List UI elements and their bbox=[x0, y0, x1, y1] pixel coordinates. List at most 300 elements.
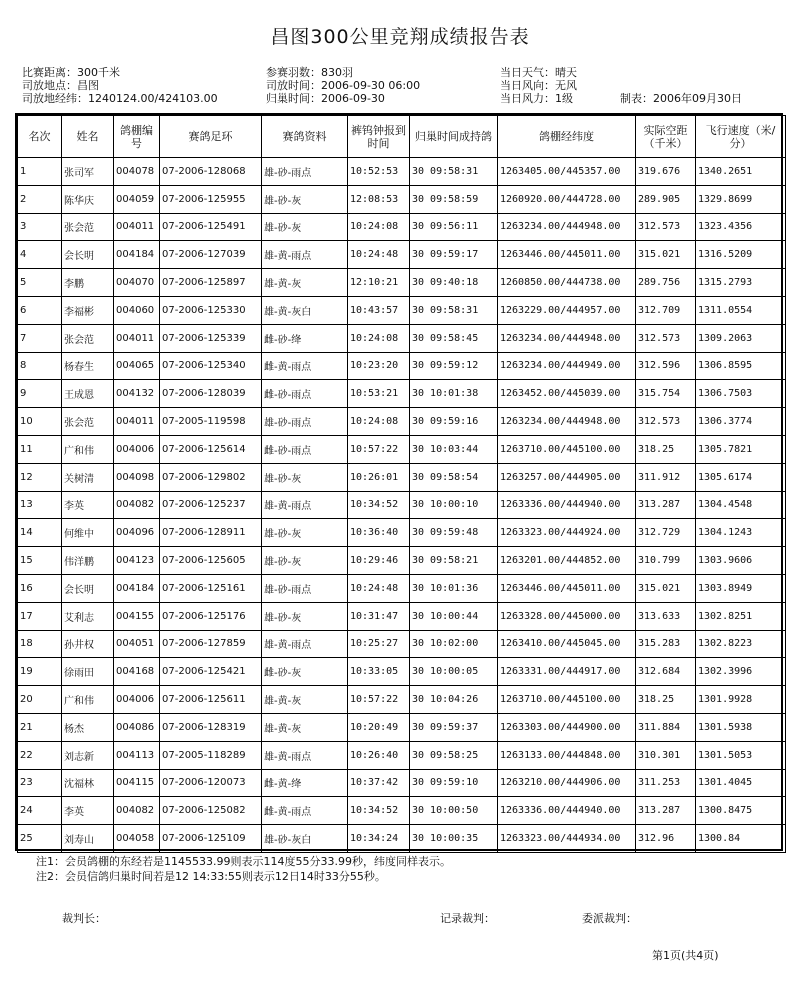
cell-coordinates: 1260850.00/444738.00 bbox=[498, 269, 636, 297]
cell-loft-id: 004123 bbox=[114, 547, 160, 575]
cell-ring: 07-2006-125605 bbox=[160, 547, 262, 575]
cell-arrival-time: 30 09:56:11 bbox=[410, 213, 498, 241]
cell-arrival-time: 30 09:58:31 bbox=[410, 296, 498, 324]
note-1: 注1：会员鸽棚的东经若是1145533.99则表示114度55分33.99秒，纬度同样表示。 bbox=[36, 855, 451, 868]
cell-arrival-time: 30 10:02:00 bbox=[410, 630, 498, 658]
cell-rank: 16 bbox=[18, 574, 62, 602]
cell-coordinates: 1263210.00/444906.00 bbox=[498, 769, 636, 797]
header-clock-time: 裤钨钟报到时间 bbox=[348, 116, 410, 158]
report-title: 昌图300公里竞翔成绩报告表 bbox=[270, 26, 530, 48]
cell-distance: 318.25 bbox=[636, 686, 696, 714]
table-row bbox=[18, 491, 786, 519]
cell-arrival-time: 30 09:59:12 bbox=[410, 352, 498, 380]
cell-clock-time: 10:37:42 bbox=[348, 769, 410, 797]
cell-bird-info: 雄-砂-灰 bbox=[262, 602, 348, 630]
cell-rank: 5 bbox=[18, 269, 62, 297]
header-distance: 实际空距（千米） bbox=[636, 116, 696, 158]
cell-speed: 1301.4045 bbox=[696, 769, 786, 797]
cell-rank: 25 bbox=[18, 825, 62, 853]
cell-distance: 312.573 bbox=[636, 408, 696, 436]
cell-clock-time: 10:24:08 bbox=[348, 408, 410, 436]
cell-ring: 07-2006-125955 bbox=[160, 185, 262, 213]
cell-rank: 1 bbox=[18, 158, 62, 186]
table-row bbox=[18, 324, 786, 352]
cell-distance: 313.633 bbox=[636, 602, 696, 630]
cell-arrival-time: 30 09:58:31 bbox=[410, 158, 498, 186]
cell-name: 李英 bbox=[62, 797, 114, 825]
cell-rank: 8 bbox=[18, 352, 62, 380]
cell-loft-id: 004006 bbox=[114, 686, 160, 714]
cell-arrival-time: 30 10:03:44 bbox=[410, 435, 498, 463]
cell-name: 李英 bbox=[62, 491, 114, 519]
appointed-judge-label: 委派裁判： bbox=[582, 912, 637, 925]
cell-rank: 20 bbox=[18, 686, 62, 714]
cell-coordinates: 1263234.00/444948.00 bbox=[498, 408, 636, 436]
cell-clock-time: 10:26:40 bbox=[348, 741, 410, 769]
cell-rank: 18 bbox=[18, 630, 62, 658]
release-coordinates: 司放地经纬：1240124.00/424103.00 bbox=[22, 92, 218, 105]
cell-speed: 1315.2793 bbox=[696, 269, 786, 297]
cell-ring: 07-2006-125082 bbox=[160, 797, 262, 825]
cell-clock-time: 12:08:53 bbox=[348, 185, 410, 213]
race-distance: 比赛距离：300千米 bbox=[22, 66, 120, 79]
notes bbox=[36, 854, 451, 884]
cell-rank: 19 bbox=[18, 658, 62, 686]
table-row bbox=[18, 769, 786, 797]
info-block-race bbox=[22, 66, 218, 105]
cell-loft-id: 004096 bbox=[114, 519, 160, 547]
cell-distance: 318.25 bbox=[636, 435, 696, 463]
cell-distance: 312.596 bbox=[636, 352, 696, 380]
cell-rank: 7 bbox=[18, 324, 62, 352]
cell-bird-info: 雄-黄-灰 bbox=[262, 713, 348, 741]
note-2: 注2：会员信鸽归巢时间若是12 14:33:55则表示12日14时33分55秒。 bbox=[36, 870, 386, 883]
cell-ring: 07-2005-118289 bbox=[160, 741, 262, 769]
cell-arrival-time: 30 10:01:38 bbox=[410, 380, 498, 408]
cell-rank: 2 bbox=[18, 185, 62, 213]
cell-rank: 15 bbox=[18, 547, 62, 575]
cell-speed: 1301.5938 bbox=[696, 713, 786, 741]
cell-arrival-time: 30 10:00:35 bbox=[410, 825, 498, 853]
cell-distance: 319.676 bbox=[636, 158, 696, 186]
cell-speed: 1309.2063 bbox=[696, 324, 786, 352]
cell-bird-info: 雄-砂-灰 bbox=[262, 547, 348, 575]
cell-distance: 289.905 bbox=[636, 185, 696, 213]
cell-ring: 07-2006-125237 bbox=[160, 491, 262, 519]
table-row bbox=[18, 713, 786, 741]
release-location: 司放地点：昌图 bbox=[22, 79, 99, 92]
wind-force: 当日风力：1级 bbox=[500, 92, 573, 105]
cell-name: 孙井权 bbox=[62, 630, 114, 658]
cell-clock-time: 10:23:20 bbox=[348, 352, 410, 380]
cell-speed: 1329.8699 bbox=[696, 185, 786, 213]
cell-rank: 4 bbox=[18, 241, 62, 269]
cell-name: 陈华庆 bbox=[62, 185, 114, 213]
cell-arrival-time: 30 09:58:45 bbox=[410, 324, 498, 352]
cell-loft-id: 004098 bbox=[114, 463, 160, 491]
cell-loft-id: 004132 bbox=[114, 380, 160, 408]
cell-rank: 23 bbox=[18, 769, 62, 797]
cell-bird-info: 雌-砂-雨点 bbox=[262, 435, 348, 463]
cell-clock-time: 10:52:53 bbox=[348, 158, 410, 186]
cell-distance: 310.301 bbox=[636, 741, 696, 769]
cell-loft-id: 004011 bbox=[114, 213, 160, 241]
cell-coordinates: 1263323.00/444934.00 bbox=[498, 825, 636, 853]
cell-name: 张会范 bbox=[62, 408, 114, 436]
cell-distance: 313.287 bbox=[636, 491, 696, 519]
cell-bird-info: 雄-黄-雨点 bbox=[262, 630, 348, 658]
cell-speed: 1301.9928 bbox=[696, 686, 786, 714]
cell-bird-info: 雄-黄-灰 bbox=[262, 686, 348, 714]
cell-clock-time: 10:57:22 bbox=[348, 686, 410, 714]
cell-arrival-time: 30 09:58:25 bbox=[410, 741, 498, 769]
cell-rank: 12 bbox=[18, 463, 62, 491]
weather: 当日天气：晴天 bbox=[500, 66, 577, 79]
cell-bird-info: 雄-砂-雨点 bbox=[262, 408, 348, 436]
cell-coordinates: 1263405.00/445357.00 bbox=[498, 158, 636, 186]
results-table bbox=[15, 113, 783, 851]
cell-bird-info: 雄-砂-灰 bbox=[262, 185, 348, 213]
cell-bird-info: 雌-砂-雨点 bbox=[262, 380, 348, 408]
cell-name: 会长明 bbox=[62, 574, 114, 602]
table-row bbox=[18, 686, 786, 714]
cell-arrival-time: 30 10:00:44 bbox=[410, 602, 498, 630]
cell-distance: 312.96 bbox=[636, 825, 696, 853]
table-row bbox=[18, 158, 786, 186]
cell-clock-time: 10:34:52 bbox=[348, 491, 410, 519]
cell-loft-id: 004113 bbox=[114, 741, 160, 769]
cell-coordinates: 1263328.00/445000.00 bbox=[498, 602, 636, 630]
table-row bbox=[18, 185, 786, 213]
cell-bird-info: 雌-黄-雨点 bbox=[262, 797, 348, 825]
cell-name: 杨春生 bbox=[62, 352, 114, 380]
table-row bbox=[18, 797, 786, 825]
header-bird-info: 赛鸽资料 bbox=[262, 116, 348, 158]
cell-name: 广和伟 bbox=[62, 686, 114, 714]
cell-ring: 07-2006-129802 bbox=[160, 463, 262, 491]
cell-name: 李福彬 bbox=[62, 296, 114, 324]
cell-speed: 1305.7821 bbox=[696, 435, 786, 463]
header-coordinates: 鸽棚经纬度 bbox=[498, 116, 636, 158]
cell-name: 关树清 bbox=[62, 463, 114, 491]
cell-rank: 24 bbox=[18, 797, 62, 825]
cell-clock-time: 10:24:08 bbox=[348, 213, 410, 241]
cell-coordinates: 1263336.00/444940.00 bbox=[498, 797, 636, 825]
cell-distance: 312.573 bbox=[636, 213, 696, 241]
header-speed: 飞行速度（米/分） bbox=[696, 116, 786, 158]
cell-clock-time: 10:31:47 bbox=[348, 602, 410, 630]
cell-bird-info: 雄-砂-雨点 bbox=[262, 574, 348, 602]
cell-speed: 1304.1243 bbox=[696, 519, 786, 547]
cell-loft-id: 004168 bbox=[114, 658, 160, 686]
cell-name: 艾利志 bbox=[62, 602, 114, 630]
wind-direction: 当日风向：无风 bbox=[500, 79, 577, 92]
cell-arrival-time: 30 10:04:26 bbox=[410, 686, 498, 714]
cell-loft-id: 004155 bbox=[114, 602, 160, 630]
header-ring: 赛鸽足环 bbox=[160, 116, 262, 158]
cell-name: 沈福林 bbox=[62, 769, 114, 797]
cell-coordinates: 1263331.00/444917.00 bbox=[498, 658, 636, 686]
cell-speed: 1305.6174 bbox=[696, 463, 786, 491]
cell-clock-time: 10:34:24 bbox=[348, 825, 410, 853]
table-row bbox=[18, 269, 786, 297]
info-block-weather bbox=[500, 66, 577, 105]
cell-loft-id: 004011 bbox=[114, 408, 160, 436]
cell-distance: 312.573 bbox=[636, 324, 696, 352]
cell-speed: 1306.7503 bbox=[696, 380, 786, 408]
cell-ring: 07-2006-125176 bbox=[160, 602, 262, 630]
cell-name: 刘志新 bbox=[62, 741, 114, 769]
cell-name: 张司军 bbox=[62, 158, 114, 186]
table-row bbox=[18, 463, 786, 491]
cell-coordinates: 1263336.00/444940.00 bbox=[498, 491, 636, 519]
cell-rank: 21 bbox=[18, 713, 62, 741]
table-row bbox=[18, 519, 786, 547]
cell-name: 广和伟 bbox=[62, 435, 114, 463]
cell-coordinates: 1263133.00/444848.00 bbox=[498, 741, 636, 769]
cell-clock-time: 10:43:57 bbox=[348, 296, 410, 324]
cell-ring: 07-2006-128068 bbox=[160, 158, 262, 186]
cell-arrival-time: 30 09:59:16 bbox=[410, 408, 498, 436]
cell-rank: 9 bbox=[18, 380, 62, 408]
cell-coordinates: 1263303.00/444900.00 bbox=[498, 713, 636, 741]
table-row bbox=[18, 380, 786, 408]
cell-rank: 3 bbox=[18, 213, 62, 241]
cell-bird-info: 雄-黄-灰白 bbox=[262, 296, 348, 324]
cell-clock-time: 10:24:48 bbox=[348, 574, 410, 602]
cell-arrival-time: 30 09:59:37 bbox=[410, 713, 498, 741]
cell-arrival-time: 30 09:58:59 bbox=[410, 185, 498, 213]
cell-loft-id: 004070 bbox=[114, 269, 160, 297]
cell-speed: 1323.4356 bbox=[696, 213, 786, 241]
cell-loft-id: 004082 bbox=[114, 491, 160, 519]
cell-coordinates: 1263710.00/445100.00 bbox=[498, 435, 636, 463]
cell-clock-time: 10:20:49 bbox=[348, 713, 410, 741]
cell-coordinates: 1263446.00/445011.00 bbox=[498, 241, 636, 269]
cell-speed: 1300.8475 bbox=[696, 797, 786, 825]
table-header-row bbox=[18, 116, 786, 158]
cell-speed: 1302.8251 bbox=[696, 602, 786, 630]
cell-loft-id: 004051 bbox=[114, 630, 160, 658]
cell-name: 王成恩 bbox=[62, 380, 114, 408]
cell-loft-id: 004082 bbox=[114, 797, 160, 825]
cell-clock-time: 10:33:05 bbox=[348, 658, 410, 686]
cell-clock-time: 10:53:21 bbox=[348, 380, 410, 408]
header-arrival-time: 归巢时间成持鸽 bbox=[410, 116, 498, 158]
cell-bird-info: 雌-砂-灰 bbox=[262, 658, 348, 686]
cell-loft-id: 004184 bbox=[114, 574, 160, 602]
cell-loft-id: 004006 bbox=[114, 435, 160, 463]
cell-rank: 14 bbox=[18, 519, 62, 547]
table-row bbox=[18, 241, 786, 269]
table-row bbox=[18, 825, 786, 853]
cell-coordinates: 1263710.00/445100.00 bbox=[498, 686, 636, 714]
header-loft-id: 鸽棚编号 bbox=[114, 116, 160, 158]
cell-arrival-time: 30 09:40:18 bbox=[410, 269, 498, 297]
cell-loft-id: 004059 bbox=[114, 185, 160, 213]
cell-arrival-time: 30 09:58:54 bbox=[410, 463, 498, 491]
cell-coordinates: 1263452.00/445039.00 bbox=[498, 380, 636, 408]
table-row bbox=[18, 213, 786, 241]
cell-ring: 07-2006-125897 bbox=[160, 269, 262, 297]
cell-coordinates: 1263257.00/444905.00 bbox=[498, 463, 636, 491]
cell-arrival-time: 30 09:59:17 bbox=[410, 241, 498, 269]
cell-clock-time: 10:24:08 bbox=[348, 324, 410, 352]
cell-rank: 22 bbox=[18, 741, 62, 769]
cell-speed: 1340.2651 bbox=[696, 158, 786, 186]
cell-ring: 07-2006-125339 bbox=[160, 324, 262, 352]
cell-clock-time: 10:34:52 bbox=[348, 797, 410, 825]
cell-bird-info: 雄-黄-灰 bbox=[262, 269, 348, 297]
cell-name: 张会范 bbox=[62, 324, 114, 352]
cell-speed: 1306.3774 bbox=[696, 408, 786, 436]
cell-ring: 07-2006-127039 bbox=[160, 241, 262, 269]
cell-name: 杨杰 bbox=[62, 713, 114, 741]
cell-loft-id: 004011 bbox=[114, 324, 160, 352]
cell-rank: 11 bbox=[18, 435, 62, 463]
cell-loft-id: 004115 bbox=[114, 769, 160, 797]
cell-bird-info: 雄-黄-雨点 bbox=[262, 491, 348, 519]
cell-distance: 315.754 bbox=[636, 380, 696, 408]
cell-speed: 1300.84 bbox=[696, 825, 786, 853]
cell-distance: 289.756 bbox=[636, 269, 696, 297]
cell-name: 伟洋鹏 bbox=[62, 547, 114, 575]
cell-coordinates: 1263234.00/444949.00 bbox=[498, 352, 636, 380]
cell-distance: 312.709 bbox=[636, 296, 696, 324]
table-row bbox=[18, 741, 786, 769]
cell-distance: 311.884 bbox=[636, 713, 696, 741]
cell-speed: 1311.0554 bbox=[696, 296, 786, 324]
cell-distance: 312.729 bbox=[636, 519, 696, 547]
cell-name: 会长明 bbox=[62, 241, 114, 269]
cell-clock-time: 10:36:40 bbox=[348, 519, 410, 547]
cell-ring: 07-2006-125340 bbox=[160, 352, 262, 380]
table-row bbox=[18, 296, 786, 324]
cell-distance: 315.021 bbox=[636, 241, 696, 269]
cell-clock-time: 10:24:48 bbox=[348, 241, 410, 269]
cell-rank: 6 bbox=[18, 296, 62, 324]
table-row bbox=[18, 574, 786, 602]
chief-judge-label: 裁判长： bbox=[62, 912, 106, 925]
table-row bbox=[18, 435, 786, 463]
cell-coordinates: 1263410.00/445045.00 bbox=[498, 630, 636, 658]
cell-clock-time: 10:26:01 bbox=[348, 463, 410, 491]
table-row bbox=[18, 658, 786, 686]
cell-loft-id: 004086 bbox=[114, 713, 160, 741]
cell-arrival-time: 30 09:59:48 bbox=[410, 519, 498, 547]
cell-arrival-time: 30 09:58:21 bbox=[410, 547, 498, 575]
cell-arrival-time: 30 10:00:10 bbox=[410, 491, 498, 519]
release-time: 司放时间：2006-09-30 06:00 bbox=[266, 79, 421, 92]
cell-bird-info: 雌-砂-绛 bbox=[262, 324, 348, 352]
return-time: 归巢时间：2006-09-30 bbox=[266, 92, 385, 105]
cell-clock-time: 12:10:21 bbox=[348, 269, 410, 297]
cell-rank: 13 bbox=[18, 491, 62, 519]
cell-arrival-time: 30 09:59:10 bbox=[410, 769, 498, 797]
cell-ring: 07-2006-125421 bbox=[160, 658, 262, 686]
cell-clock-time: 10:57:22 bbox=[348, 435, 410, 463]
cell-arrival-time: 30 10:00:05 bbox=[410, 658, 498, 686]
cell-speed: 1302.8223 bbox=[696, 630, 786, 658]
header-name: 姓名 bbox=[62, 116, 114, 158]
cell-speed: 1303.8949 bbox=[696, 574, 786, 602]
cell-bird-info: 雌-黄-雨点 bbox=[262, 352, 348, 380]
cell-name: 张会范 bbox=[62, 213, 114, 241]
cell-distance: 315.021 bbox=[636, 574, 696, 602]
cell-rank: 17 bbox=[18, 602, 62, 630]
cell-speed: 1316.5209 bbox=[696, 241, 786, 269]
cell-coordinates: 1263201.00/444852.00 bbox=[498, 547, 636, 575]
cell-bird-info: 雄-黄-雨点 bbox=[262, 741, 348, 769]
header-rank: 名次 bbox=[18, 116, 62, 158]
cell-speed: 1303.9606 bbox=[696, 547, 786, 575]
table-row bbox=[18, 602, 786, 630]
cell-ring: 07-2006-125161 bbox=[160, 574, 262, 602]
cell-ring: 07-2006-125491 bbox=[160, 213, 262, 241]
cell-bird-info: 雄-黄-雨点 bbox=[262, 241, 348, 269]
entry-count: 参赛羽数：830羽 bbox=[266, 66, 353, 79]
cell-coordinates: 1263234.00/444948.00 bbox=[498, 324, 636, 352]
info-block-time bbox=[266, 66, 420, 105]
cell-loft-id: 004078 bbox=[114, 158, 160, 186]
page-number: 第1页(共4页) bbox=[652, 949, 719, 962]
cell-distance: 312.684 bbox=[636, 658, 696, 686]
cell-bird-info: 雄-砂-雨点 bbox=[262, 158, 348, 186]
cell-arrival-time: 30 10:01:36 bbox=[410, 574, 498, 602]
cell-clock-time: 10:25:27 bbox=[348, 630, 410, 658]
cell-coordinates: 1263229.00/444957.00 bbox=[498, 296, 636, 324]
cell-bird-info: 雄-砂-灰 bbox=[262, 463, 348, 491]
cell-name: 刘寿山 bbox=[62, 825, 114, 853]
cell-speed: 1302.3996 bbox=[696, 658, 786, 686]
cell-ring: 07-2006-125330 bbox=[160, 296, 262, 324]
cell-speed: 1301.5053 bbox=[696, 741, 786, 769]
cell-ring: 07-2006-128319 bbox=[160, 713, 262, 741]
cell-name: 李鹏 bbox=[62, 269, 114, 297]
cell-bird-info: 雄-砂-灰 bbox=[262, 213, 348, 241]
cell-bird-info: 雌-黄-绛 bbox=[262, 769, 348, 797]
cell-speed: 1304.4548 bbox=[696, 491, 786, 519]
cell-distance: 310.799 bbox=[636, 547, 696, 575]
cell-distance: 311.253 bbox=[636, 769, 696, 797]
cell-loft-id: 004065 bbox=[114, 352, 160, 380]
cell-name: 徐雨田 bbox=[62, 658, 114, 686]
cell-ring: 07-2006-128911 bbox=[160, 519, 262, 547]
cell-clock-time: 10:29:46 bbox=[348, 547, 410, 575]
cell-coordinates: 1260920.00/444728.00 bbox=[498, 185, 636, 213]
table-body bbox=[18, 158, 786, 853]
cell-rank: 10 bbox=[18, 408, 62, 436]
cell-loft-id: 004058 bbox=[114, 825, 160, 853]
table-row bbox=[18, 547, 786, 575]
cell-distance: 311.912 bbox=[636, 463, 696, 491]
cell-coordinates: 1263234.00/444948.00 bbox=[498, 213, 636, 241]
cell-bird-info: 雄-砂-灰 bbox=[262, 519, 348, 547]
cell-coordinates: 1263446.00/445011.00 bbox=[498, 574, 636, 602]
table-row bbox=[18, 408, 786, 436]
cell-name: 何维中 bbox=[62, 519, 114, 547]
cell-ring: 07-2006-125109 bbox=[160, 825, 262, 853]
table-date: 制表：2006年09月30日 bbox=[620, 92, 742, 105]
cell-ring: 07-2006-125614 bbox=[160, 435, 262, 463]
cell-bird-info: 雄-砂-灰白 bbox=[262, 825, 348, 853]
cell-speed: 1306.8595 bbox=[696, 352, 786, 380]
recorder-label: 记录裁判： bbox=[440, 912, 495, 925]
cell-ring: 07-2006-125611 bbox=[160, 686, 262, 714]
cell-loft-id: 004060 bbox=[114, 296, 160, 324]
cell-ring: 07-2005-119598 bbox=[160, 408, 262, 436]
cell-ring: 07-2006-128039 bbox=[160, 380, 262, 408]
